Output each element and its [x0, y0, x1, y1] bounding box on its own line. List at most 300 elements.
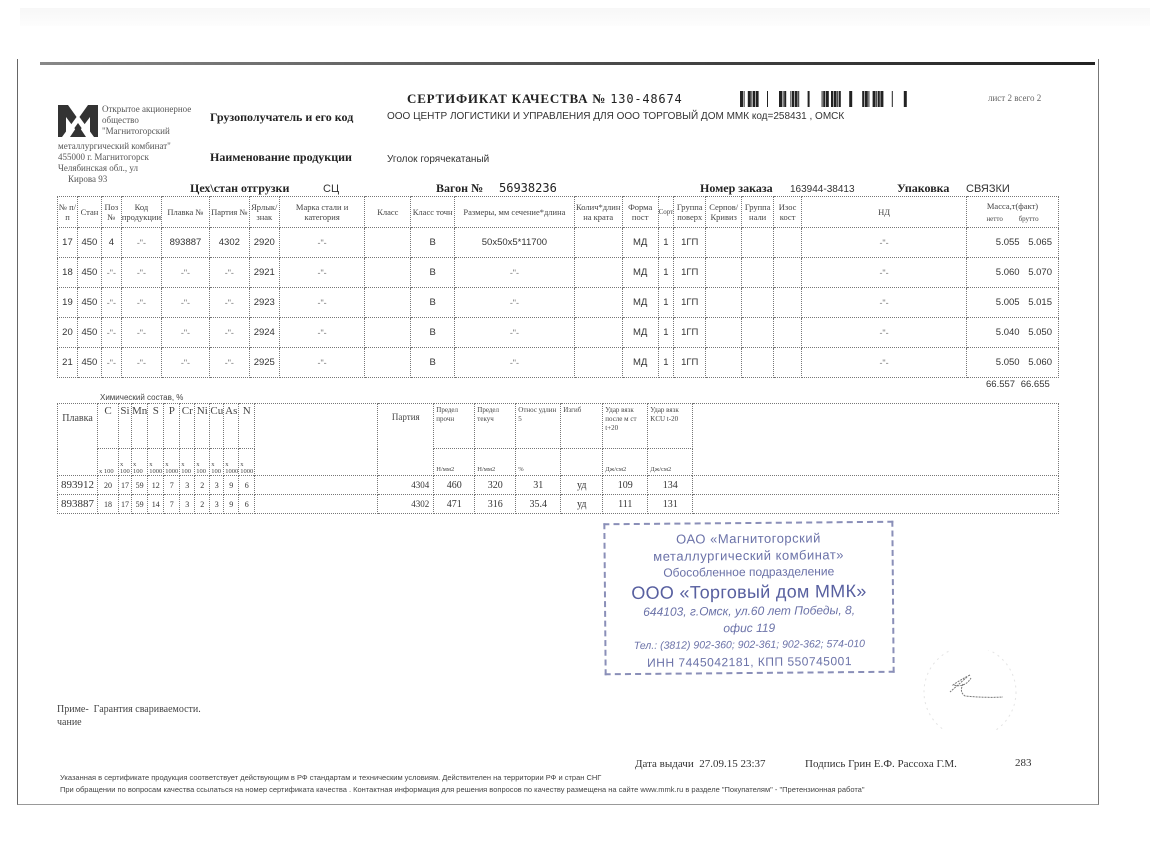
- surface-group: 1ГП: [674, 318, 706, 348]
- mass-subheader: [967, 214, 1058, 224]
- mass-brutto: 5.065: [1028, 237, 1052, 248]
- signatories: Грин Е.Ф. Рассоха Г.М.: [848, 758, 957, 770]
- position: -"-: [101, 258, 121, 288]
- product-code: -"-: [121, 348, 161, 378]
- barcode-bar: [876, 91, 877, 107]
- grade: 1: [658, 348, 674, 378]
- stamp-line: металлургический комбинат»: [653, 547, 845, 564]
- mech-header: Удар вязк после м ст t+20: [603, 404, 648, 449]
- dimensions: -"-: [455, 318, 575, 348]
- stamp-line: офис 119: [723, 620, 776, 636]
- class: [365, 288, 411, 318]
- mass-netto: 5.005: [995, 297, 1020, 308]
- barcode-bar: [798, 91, 799, 107]
- mass-header: Масса,т(факт): [986, 200, 1039, 211]
- surface-group: 1ГП: [674, 288, 706, 318]
- element-header: Cr: [180, 404, 195, 449]
- dimensions: -"-: [455, 288, 575, 318]
- curvature: [706, 288, 742, 318]
- quantity: [574, 258, 622, 288]
- product-label: Наименование продукции: [210, 150, 352, 164]
- barcode-bar: [795, 91, 798, 107]
- surface-group: 1ГП: [674, 348, 706, 378]
- brutto-header: брутто: [1018, 214, 1039, 223]
- barcode-bar: [849, 91, 852, 107]
- mech-header: Изгиб: [561, 404, 603, 449]
- mech-value: 460: [434, 476, 475, 495]
- barcode-bar: [831, 91, 833, 107]
- multiplier: x 1000: [239, 449, 255, 476]
- mech-value: 134: [648, 476, 693, 495]
- isos: [774, 228, 802, 258]
- mass-cell: [967, 258, 1059, 288]
- spacer-cell: [255, 404, 378, 476]
- unit: Дж/см2: [648, 449, 693, 476]
- barcode-bar: [823, 91, 825, 107]
- heat-number: -"-: [162, 258, 210, 288]
- col-header: № п/п: [58, 197, 78, 228]
- tag-number: 2923: [249, 288, 279, 318]
- col-header: Группа поверх: [674, 197, 706, 228]
- col-header: Сорт: [658, 197, 674, 228]
- mech-value: 109: [603, 476, 648, 495]
- mass-total: [986, 379, 1050, 390]
- mech-value: 35.4: [516, 495, 561, 514]
- batch-number: 4302: [209, 228, 249, 258]
- heat-number: -"-: [162, 318, 210, 348]
- title-text: СЕРТИФИКАТ КАЧЕСТВА №: [407, 91, 607, 106]
- total-brutto: 66.655: [1020, 379, 1050, 390]
- signature-mark-icon: [915, 650, 1025, 730]
- consignee-label: Грузополучатель и его код: [210, 110, 354, 124]
- mass-brutto: 5.015: [1028, 297, 1052, 308]
- chem-caption: Химический состав, %: [100, 393, 184, 402]
- batch-number: -"-: [209, 288, 249, 318]
- mech-value: 31: [516, 476, 561, 495]
- chemistry-table: [57, 403, 1059, 514]
- batch-number: -"-: [209, 318, 249, 348]
- mass-netto: 5.040: [995, 327, 1020, 338]
- grade: 1: [658, 318, 674, 348]
- table-row: [58, 318, 1059, 348]
- company-address: [58, 141, 208, 185]
- element-header: N: [239, 404, 255, 449]
- netto-header: нетто: [986, 214, 1003, 223]
- scan-artifact: [20, 8, 1150, 26]
- col-header: Класс точн: [411, 197, 455, 228]
- unit: Н/мм2: [475, 449, 516, 476]
- mass-cell: [967, 288, 1059, 318]
- barcode-bar: [892, 91, 893, 107]
- note-label-cont: чание: [57, 717, 82, 728]
- order-value: 163944-38413: [790, 184, 855, 195]
- mech-value: 131: [648, 495, 693, 514]
- surface-group: 1ГП: [674, 228, 706, 258]
- batch-number: -"-: [209, 348, 249, 378]
- mass-cell: [967, 348, 1059, 378]
- multiplier: x 100: [210, 449, 224, 476]
- element-value: 7: [164, 476, 180, 495]
- mech-header: Удар вязк KCU t-20: [648, 404, 693, 449]
- barcode-bar: [822, 91, 823, 107]
- form: МД: [622, 288, 658, 318]
- element-value: 3: [210, 495, 224, 514]
- multiplier: x 100: [132, 449, 148, 476]
- barcode-bar: [784, 91, 786, 107]
- isos: [774, 258, 802, 288]
- barcode-bar: [790, 91, 791, 107]
- mech-header: Предел текуч: [475, 404, 516, 449]
- unit: %: [516, 449, 561, 476]
- element-value: 20: [98, 476, 119, 495]
- address-line: Челябинская обл., ул: [58, 163, 138, 173]
- table-row: [58, 258, 1059, 288]
- barcode-bar: [904, 91, 907, 107]
- row-number: 20: [58, 318, 78, 348]
- element-value: 3: [180, 476, 195, 495]
- heat-number: 893912: [58, 476, 98, 495]
- isos: [774, 348, 802, 378]
- stamp-line: ИНН 7445042181, КПП 550745001: [647, 654, 853, 670]
- element-value: 14: [148, 495, 164, 514]
- barcode-bar: [834, 91, 837, 107]
- mech-value: 316: [475, 495, 516, 514]
- curvature: [706, 318, 742, 348]
- packing-value: СВЯЗКИ: [966, 183, 1010, 195]
- precision-class: В: [411, 258, 455, 288]
- issue-date: [635, 758, 766, 770]
- precision-class: В: [411, 348, 455, 378]
- mech-value: 111: [603, 495, 648, 514]
- col-header: Группа нали: [742, 197, 774, 228]
- col-header: Класс: [365, 197, 411, 228]
- barcode-bar: [873, 91, 876, 107]
- steel-grade: -"-: [279, 228, 365, 258]
- company-stamp: [603, 521, 894, 676]
- product-value: Уголок горячекатаный: [387, 154, 490, 165]
- order-label: Номер заказа: [700, 181, 773, 195]
- position: -"-: [101, 348, 121, 378]
- product-code: -"-: [121, 258, 161, 288]
- quantity: [574, 228, 622, 258]
- element-header: Cu: [210, 404, 224, 449]
- stamp-line: ОАО «Магнитогорский: [676, 530, 821, 547]
- col-header: Марка стали и категория: [279, 197, 365, 228]
- multiplier: x 100: [119, 449, 132, 476]
- product-code: -"-: [121, 318, 161, 348]
- packing-label: Упаковка: [897, 181, 950, 195]
- mass-cell: [967, 228, 1059, 258]
- element-value: 9: [224, 495, 239, 514]
- grade: 1: [658, 228, 674, 258]
- element-value: 6: [239, 476, 255, 495]
- form: МД: [622, 318, 658, 348]
- mass-netto: 5.050: [995, 357, 1020, 368]
- precision-class: В: [411, 228, 455, 258]
- issue-date-value: 27.09.15 23:37: [699, 758, 766, 770]
- barcode-bar: [792, 91, 794, 107]
- table-row: [58, 228, 1059, 258]
- table-row: [58, 495, 1059, 514]
- address-line: Кирова 93: [68, 174, 108, 184]
- barcode-bar: [878, 91, 880, 107]
- mass-netto: 5.055: [995, 237, 1020, 248]
- group-nali: [742, 318, 774, 348]
- col-header: Поз №: [101, 197, 121, 228]
- col-header: Код продукции: [121, 197, 161, 228]
- form: МД: [622, 348, 658, 378]
- mill: 450: [77, 228, 101, 258]
- mech-header: Предел прочн: [434, 404, 475, 449]
- mill: 450: [77, 318, 101, 348]
- address-line: металлургический комбинат": [58, 141, 171, 151]
- mech-value: уд: [561, 476, 603, 495]
- element-header: Si: [119, 404, 132, 449]
- curvature: [706, 258, 742, 288]
- mech-value: уд: [561, 495, 603, 514]
- barcode-bar: [808, 91, 810, 107]
- element-value: 7: [164, 495, 180, 514]
- barcode-bar: [748, 91, 751, 107]
- barcode-icon: [740, 91, 908, 107]
- position: -"-: [101, 318, 121, 348]
- mill: 450: [77, 348, 101, 378]
- heat-number: -"-: [162, 288, 210, 318]
- wagon-label: Вагон №: [436, 181, 484, 195]
- batch-number: -"-: [209, 258, 249, 288]
- standard: -"-: [802, 258, 967, 288]
- note-label: Приме-: [57, 704, 89, 715]
- dimensions: 50x50x5*11700: [455, 228, 575, 258]
- certificate-number: 130-48674: [610, 92, 683, 106]
- precision-class: В: [411, 318, 455, 348]
- class: [365, 348, 411, 378]
- dimensions: -"-: [455, 258, 575, 288]
- element-value: 2: [195, 476, 210, 495]
- element-header: Ni: [195, 404, 210, 449]
- quantity: [574, 318, 622, 348]
- heat-number: 893887: [162, 228, 210, 258]
- mass-netto: 5.060: [995, 267, 1020, 278]
- heat-header: Плавка: [58, 404, 98, 476]
- spacer-cell: [693, 495, 1059, 514]
- barcode-bar: [744, 91, 745, 107]
- legal-line-1: Указанная в сертификате продукция соответствует действующим в РФ стандартам и техническим условиям. Действителен на территории РФ и стран СНГ: [60, 773, 602, 782]
- shop-label: Цех\стан отгрузки: [190, 181, 290, 195]
- top-rule: [40, 62, 1095, 65]
- company-name: [102, 104, 212, 137]
- consignee-value: ООО ЦЕНТР ЛОГИСТИКИ И УПРАВЛЕНИЯ ДЛЯ ООО ТОРГОВЫЙ ДОМ ММК код=258431 , ОМСК: [387, 111, 845, 122]
- col-header: Стан: [77, 197, 101, 228]
- standard: -"-: [802, 288, 967, 318]
- mass-brutto: 5.050: [1028, 327, 1052, 338]
- barcode-bar: [783, 91, 784, 107]
- footer-code: 283: [1015, 757, 1032, 769]
- barcode-bar: [865, 91, 868, 107]
- quantity: [574, 348, 622, 378]
- precision-class: В: [411, 288, 455, 318]
- note: [57, 703, 201, 729]
- group-nali: [742, 228, 774, 258]
- form: МД: [622, 258, 658, 288]
- barcode-bar: [880, 91, 883, 107]
- element-value: 59: [132, 495, 148, 514]
- barcode-bar: [753, 91, 755, 107]
- batch-header: Партия: [378, 404, 434, 476]
- element-value: 9: [224, 476, 239, 495]
- table-row: [58, 288, 1059, 318]
- group-nali: [742, 288, 774, 318]
- barcode-bar: [751, 91, 752, 107]
- legal-line-2: При обращении по вопросам качества ссылаться на номер сертификата качества . Контактная информация для решения вопросов по качеству размещена на сайте www.mmk.ru в разделе "Покупателям" - "Претензионная работа": [60, 785, 865, 794]
- col-header: Серпов/Кривиз: [706, 197, 742, 228]
- table-header-row: [58, 197, 1059, 228]
- tag-number: 2920: [249, 228, 279, 258]
- product-code: -"-: [121, 228, 161, 258]
- address-line: 455000 г. Магнитогорск: [58, 152, 149, 162]
- company-line: "Магнитогорский: [102, 126, 170, 136]
- col-header: НД: [802, 197, 967, 228]
- mass-brutto: 5.070: [1028, 267, 1052, 278]
- multiplier: x 100: [195, 449, 210, 476]
- barcode-bar: [826, 91, 829, 107]
- multiplier: x 100: [98, 449, 119, 476]
- position: -"-: [101, 288, 121, 318]
- heat-number: 893887: [58, 495, 98, 514]
- batch-number: 4302: [378, 495, 434, 514]
- company-line: Открытое акционерное: [102, 104, 192, 114]
- class: [365, 258, 411, 288]
- barcode-bar: [839, 91, 841, 107]
- barcode-bar: [862, 91, 864, 107]
- multiplier: x 100: [180, 449, 195, 476]
- barcode-bar: [837, 91, 838, 107]
- steel-grade: -"-: [279, 288, 365, 318]
- element-value: 2: [195, 495, 210, 514]
- col-header: Плавка №: [162, 197, 210, 228]
- row-number: 19: [58, 288, 78, 318]
- stamp-line: ООО «Торговый дом ММК»: [631, 580, 867, 604]
- col-header-mass: [967, 197, 1059, 228]
- row-number: 18: [58, 258, 78, 288]
- page-indicator: лист 2 всего 2: [988, 93, 1042, 103]
- batch-number: 4304: [378, 476, 434, 495]
- barcode-bar: [740, 91, 743, 107]
- steel-grade: -"-: [279, 348, 365, 378]
- element-header: P: [164, 404, 180, 449]
- position: 4: [101, 228, 121, 258]
- spacer-cell: [693, 404, 1059, 476]
- element-value: 3: [210, 476, 224, 495]
- multiplier: x 1000: [164, 449, 180, 476]
- col-header: Колич*длин на крата: [574, 197, 622, 228]
- products-table: [57, 196, 1059, 378]
- mech-value: 471: [434, 495, 475, 514]
- product-code: -"-: [121, 288, 161, 318]
- stamp-line: 644103, г.Омск, ул.60 лет Победы, 8,: [643, 603, 856, 619]
- col-header: Ярлык/знак: [249, 197, 279, 228]
- curvature: [706, 348, 742, 378]
- col-header: Изос кост: [774, 197, 802, 228]
- mass-brutto: 5.060: [1028, 357, 1052, 368]
- mech-value: 320: [475, 476, 516, 495]
- tag-number: 2921: [249, 258, 279, 288]
- element-header: Mn: [132, 404, 148, 449]
- shop-value: СЦ: [323, 183, 340, 195]
- grade: 1: [658, 288, 674, 318]
- element-value: 17: [119, 495, 132, 514]
- barcode-bar: [767, 91, 768, 107]
- element-value: 3: [180, 495, 195, 514]
- standard: -"-: [802, 348, 967, 378]
- total-netto: 66.557: [986, 379, 1016, 390]
- standard: -"-: [802, 228, 967, 258]
- note-line: [57, 703, 201, 716]
- element-header: C: [98, 404, 119, 449]
- unit: [561, 449, 603, 476]
- col-header: Партия №: [209, 197, 249, 228]
- mill: 450: [77, 288, 101, 318]
- table-row: [58, 476, 1059, 495]
- element-value: 17: [119, 476, 132, 495]
- company-line: общество: [102, 115, 139, 125]
- barcode-bar: [756, 91, 759, 107]
- mass-cell: [967, 318, 1059, 348]
- unit: Дж/см2: [603, 449, 648, 476]
- row-number: 21: [58, 348, 78, 378]
- surface-group: 1ГП: [674, 258, 706, 288]
- stamp-line: Тел.: (3812) 902-360; 902-361; 902-362; 574-010: [633, 637, 866, 653]
- element-value: 12: [148, 476, 164, 495]
- tag-number: 2924: [249, 318, 279, 348]
- mill: 450: [77, 258, 101, 288]
- curvature: [706, 228, 742, 258]
- col-header: Форма пост: [622, 197, 658, 228]
- form: МД: [622, 228, 658, 258]
- row-number: 17: [58, 228, 78, 258]
- element-value: 18: [98, 495, 119, 514]
- isos: [774, 288, 802, 318]
- class: [365, 228, 411, 258]
- isos: [774, 318, 802, 348]
- signature-label: Подпись: [805, 758, 846, 770]
- element-value: 6: [239, 495, 255, 514]
- grade: 1: [658, 258, 674, 288]
- stamp-line: Обособленное подразделение: [663, 564, 835, 580]
- element-header: As: [224, 404, 239, 449]
- mmk-logo-icon: [58, 103, 98, 137]
- group-nali: [742, 258, 774, 288]
- class: [365, 318, 411, 348]
- barcode-bar: [779, 91, 782, 107]
- unit: Н/мм2: [434, 449, 475, 476]
- spacer-cell: [255, 476, 378, 495]
- group-nali: [742, 348, 774, 378]
- mech-header: Относ удлин 5: [516, 404, 561, 449]
- element-value: 59: [132, 476, 148, 495]
- signature-line: [805, 758, 957, 770]
- issue-date-label: Дата выдачи: [635, 758, 694, 770]
- col-header: Размеры, мм сечение*длина: [455, 197, 575, 228]
- wagon-value: 56938236: [499, 181, 557, 195]
- steel-grade: -"-: [279, 258, 365, 288]
- spacer-cell: [693, 476, 1059, 495]
- quantity: [574, 288, 622, 318]
- barcode-bar: [868, 91, 869, 107]
- multiplier: x 1000: [224, 449, 239, 476]
- steel-grade: -"-: [279, 318, 365, 348]
- tag-number: 2925: [249, 348, 279, 378]
